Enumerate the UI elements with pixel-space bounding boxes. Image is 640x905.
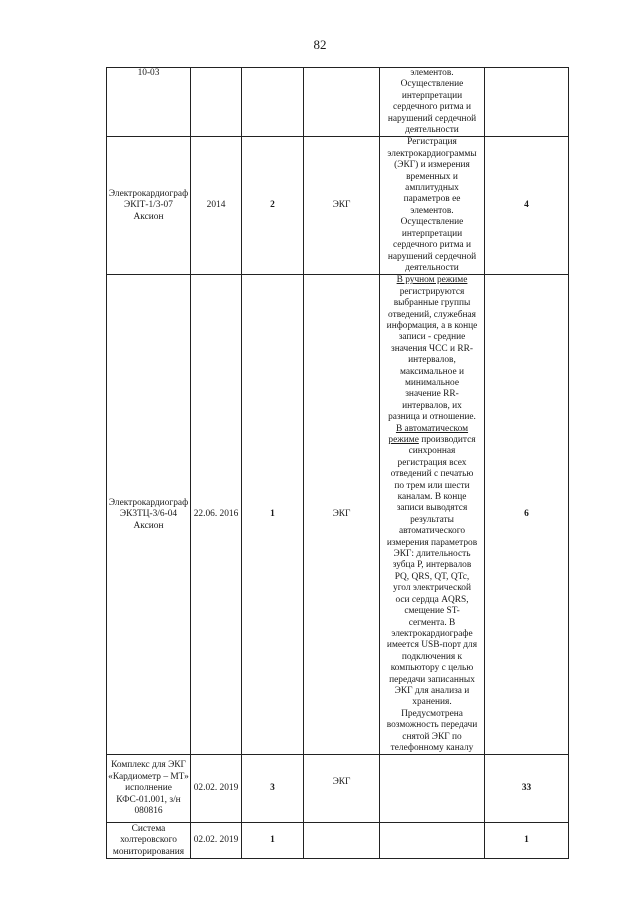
date-cell: 22.06. 2016 — [191, 275, 242, 755]
manual-mode-label: В ручном режиме — [396, 275, 468, 286]
table-row — [107, 137, 569, 275]
quantity-cell: 2 — [242, 137, 304, 275]
count-cell: 1 — [485, 823, 569, 859]
type-cell: ЭКГ — [304, 755, 380, 823]
description-cell: В ручном режиме регистрируются выбранные группы отведений, служебная информация, а в конце записи - средние значения ЧСС и RR- интервалов, максимальное и минимальное значение RR- интервалов, их разница и отношение. В автоматическом режиме производится синхронная регистрация всех отведений с печатью по трем или шести каналам. В конце записи выводятся результаты автоматического измерения параметров ЭКГ: длительность зубца P, интервалов PQ, QRS, QT, QTc, угол электрической оси сердца AQRS, смещение ST- сегмента. В электрокардиографе имеется USB-порт для подключения к компьютору с целью передачи записанных ЭКГ для анализа и хранения. Предусмотрена возможность передачи снятой ЭКГ по телефонному каналу — [380, 275, 485, 755]
equipment-name-cell: 10-03 — [107, 68, 191, 137]
count-cell: 6 — [485, 275, 569, 755]
type-cell: ЭКГ — [304, 137, 380, 275]
description-cell — [380, 823, 485, 859]
equipment-name-cell: Система холтеровского мониторирования — [107, 823, 191, 859]
table-row — [107, 755, 569, 823]
table-row — [107, 275, 569, 755]
equipment-name-cell: Электрокардиограф ЭКIТ-1/3-07 Аксион — [107, 137, 191, 275]
equipment-table — [106, 67, 569, 859]
count-cell: 33 — [485, 755, 569, 823]
equipment-name-cell: Электрокардиограф ЭК3ТЦ-3/6-04 Аксион — [107, 275, 191, 755]
table-row — [107, 823, 569, 859]
description-cell — [380, 755, 485, 823]
auto-mode-label: В автоматическом — [395, 423, 469, 434]
date-cell: 2014 — [191, 137, 242, 275]
type-cell — [304, 823, 380, 859]
page-number: 82 — [313, 37, 327, 52]
type-cell: ЭКГ — [304, 275, 380, 755]
description-cell: Регистрация электрокардиограммы (ЭКГ) и измерения временных и амплитудных параметров ее элементов. Осуществление интерпретации сердечного ритма и нарушений сердечной деятельности — [380, 137, 485, 275]
quantity-cell: 1 — [242, 823, 304, 859]
date-cell — [191, 68, 242, 137]
table-row — [107, 68, 569, 137]
quantity-cell — [242, 68, 304, 137]
date-cell: 02.02. 2019 — [191, 755, 242, 823]
count-cell: 4 — [485, 137, 569, 275]
auto-mode-label-cont: режиме — [388, 435, 419, 445]
count-cell — [485, 68, 569, 137]
equipment-name-cell: Комплекс для ЭКГ «Кардиометр – МТ» исполнение КФС-01.001, з/н 080816 — [107, 755, 191, 823]
type-cell — [304, 68, 380, 137]
quantity-cell: 3 — [242, 755, 304, 823]
description-cell: элементов. Осуществление интерпретации сердечного ритма и нарушений сердечной деятельности — [380, 68, 485, 137]
quantity-cell: 1 — [242, 275, 304, 755]
date-cell: 02.02. 2019 — [191, 823, 242, 859]
